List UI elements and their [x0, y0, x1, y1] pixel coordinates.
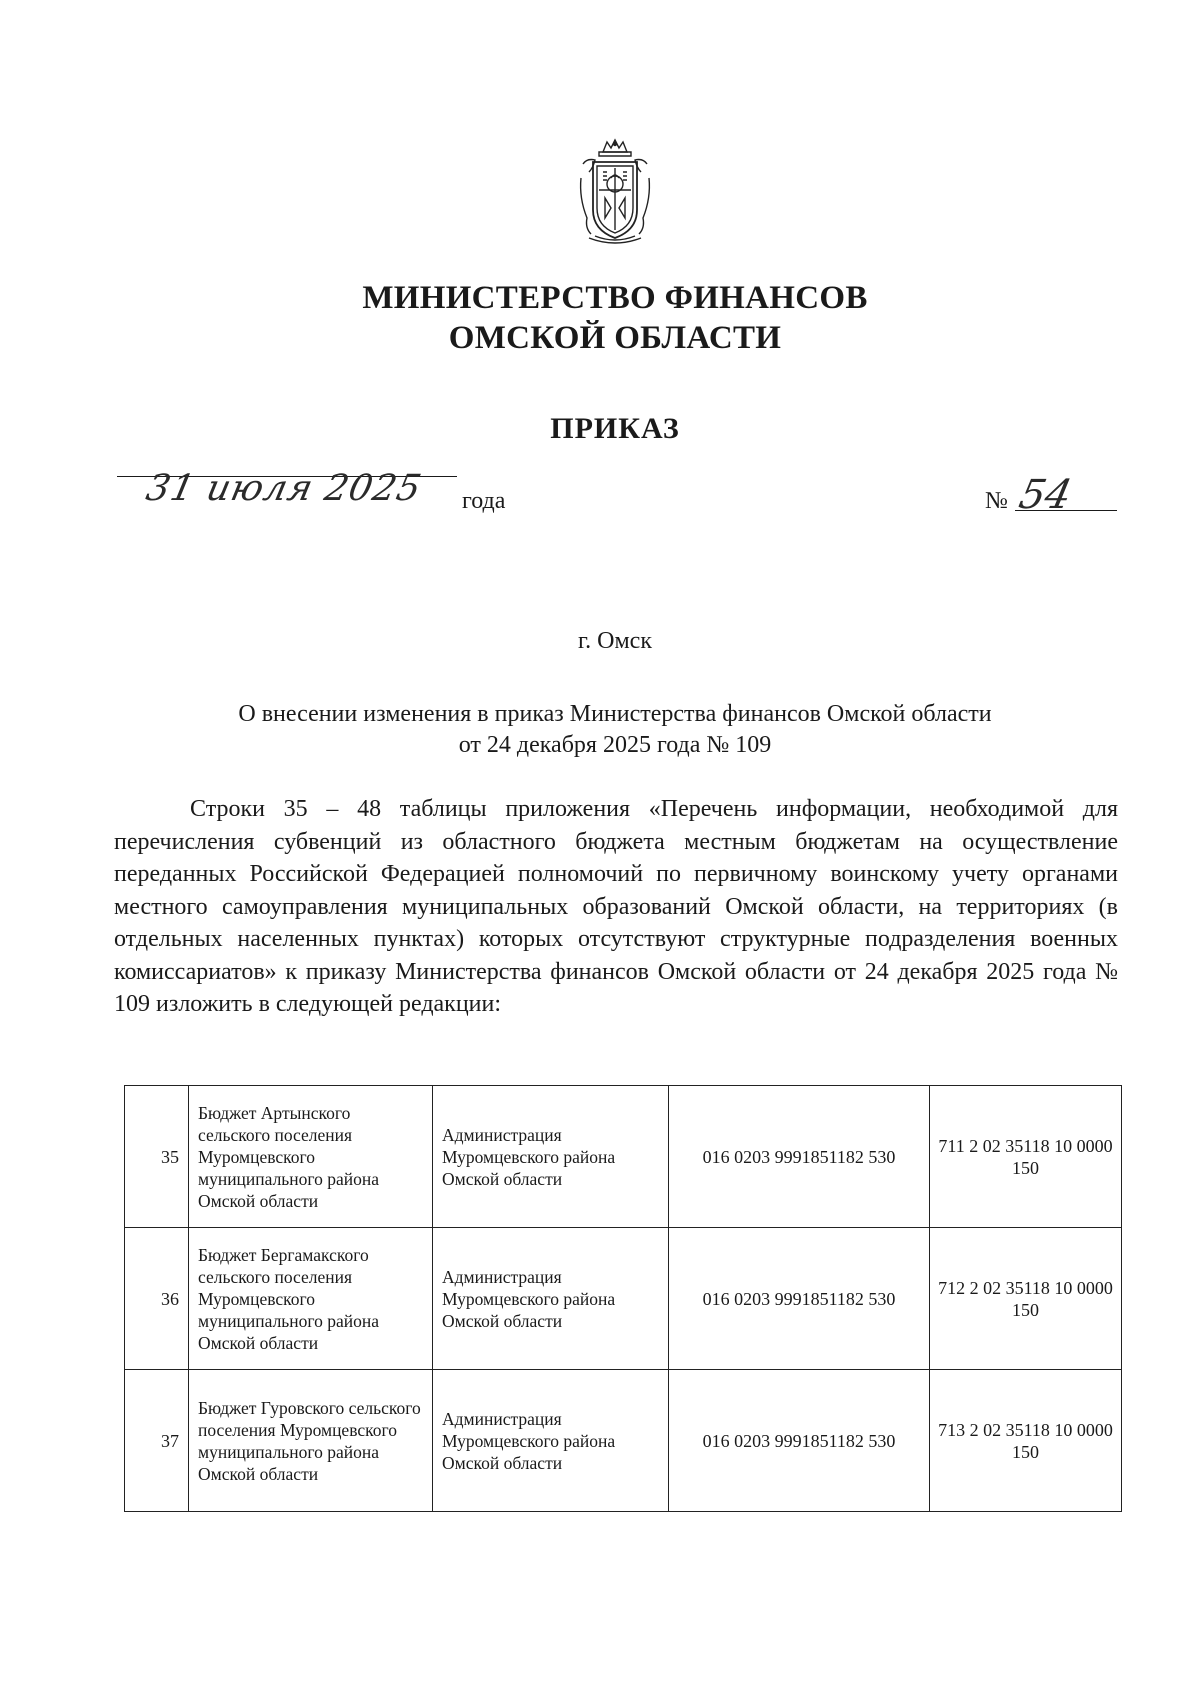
- coat-of-arms-emblem: [577, 138, 653, 246]
- account-code: 016 0203 9991851182 530: [669, 1086, 930, 1228]
- table-row: [125, 1370, 1122, 1512]
- city: г. Омск: [578, 628, 652, 654]
- account-code: 016 0203 9991851182 530: [669, 1370, 930, 1512]
- handwritten-date: 31 июля 2025: [142, 468, 426, 509]
- coat-of-arms-icon: [577, 138, 653, 246]
- date-suffix: года: [462, 488, 506, 514]
- budget-name: Бюджет Бергамакского сельского поселения Муромцевского муниципального района Омской области: [189, 1228, 433, 1370]
- document-type-title: ПРИКАЗ: [550, 412, 680, 445]
- subject-line2: от 24 декабря 2025 года № 109: [458, 732, 772, 758]
- budget-classification-code: 712 2 02 35118 10 0000 150: [930, 1228, 1122, 1370]
- administrator-name: Администрация Муромцевского района Омской области: [433, 1370, 669, 1512]
- table-row: [125, 1228, 1122, 1370]
- subject-line1: О внесении изменения в приказ Министерства финансов Омской области: [238, 701, 992, 727]
- row-number: 37: [125, 1370, 189, 1512]
- ministry-name-line2: ОМСКОЙ ОБЛАСТИ: [448, 320, 782, 356]
- row-number: 35: [125, 1086, 189, 1228]
- budget-name: Бюджет Гуровского сельского поселения Муромцевского муниципального района Омской области: [189, 1370, 433, 1512]
- budget-table: [124, 1085, 1122, 1512]
- account-code: 016 0203 9991851182 530: [669, 1228, 930, 1370]
- handwritten-number: 54: [1015, 472, 1076, 518]
- row-number: 36: [125, 1228, 189, 1370]
- ministry-name-line1: МИНИСТЕРСТВО ФИНАНСОВ: [362, 280, 868, 316]
- table-row: [125, 1086, 1122, 1228]
- document-subject: [150, 699, 1080, 761]
- body-paragraph: Строки 35 – 48 таблицы приложения «Перечень информации, необходимой для перечисления субвенций из областного бюджета местным бюджетам на осуществление переданных Российской Федерацией полномочий по первичному воинскому учету органами местного самоуправления муниципальных образований Омской области, на территориях (в отдельных населенных пунктах) которых отсутствуют структурные подразделения военных комиссариатов» к приказу Министерства финансов Омской области от 24 декабря 2025 года № 109 изложить в следующей редакции:: [114, 796, 1118, 1017]
- budget-name: Бюджет Артынского сельского поселения Муромцевского муниципального района Омской области: [189, 1086, 433, 1228]
- budget-classification-code: 711 2 02 35118 10 0000 150: [930, 1086, 1122, 1228]
- administrator-name: Администрация Муромцевского района Омской области: [433, 1228, 669, 1370]
- administrator-name: Администрация Муромцевского района Омской области: [433, 1086, 669, 1228]
- budget-classification-code: 713 2 02 35118 10 0000 150: [930, 1370, 1122, 1512]
- number-label: №: [985, 488, 1008, 514]
